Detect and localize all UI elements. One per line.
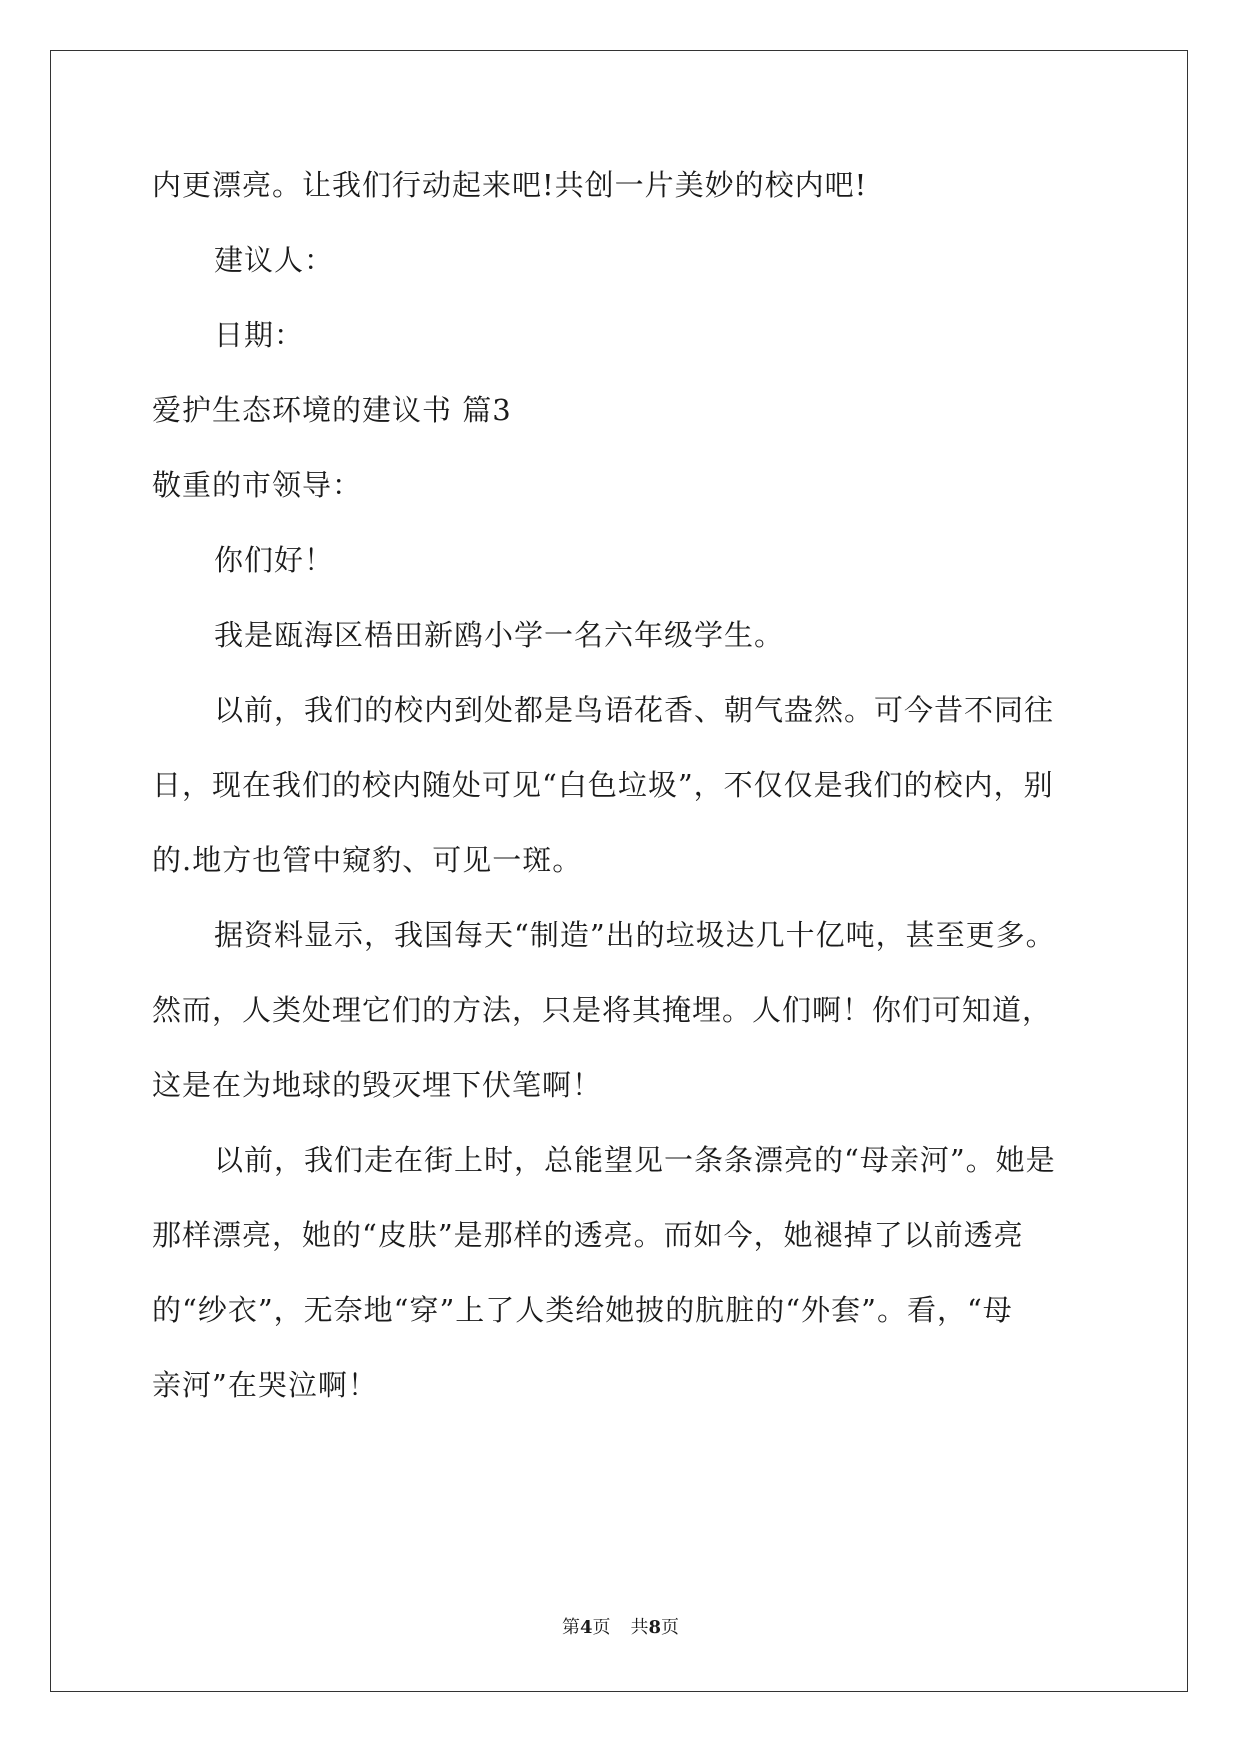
page-footer — [0, 1613, 1241, 1639]
text-line-10: 的.地方也管中窥豹、可见一斑。 — [152, 843, 583, 877]
page-number: 4 — [579, 1617, 593, 1638]
total-prefix: 共 — [630, 1617, 649, 1638]
text-line-1: 内更漂亮。让我们行动起来吧!共创一片美妙的校内吧! — [152, 168, 868, 202]
text-line-9: 日，现在我们的校内随处可见“白色垃圾”，不仅仅是我们的校内，别 — [152, 768, 1054, 802]
page-prefix: 第 — [561, 1617, 580, 1638]
total-pages: 8 — [648, 1617, 662, 1638]
section-heading: 爱护生态环境的建议书 篇3 — [152, 393, 512, 427]
text-line-16: 的“纱衣”，无奈地“穿”上了人类给她披的肮脏的“外套”。看，“母 — [152, 1293, 1013, 1327]
page-suffix: 页 — [592, 1617, 611, 1638]
text-line-15: 那样漂亮，她的“皮肤”是那样的透亮。而如今，她褪掉了以前透亮 — [152, 1218, 1024, 1252]
salutation: 敬重的市领导： — [152, 468, 363, 502]
text-line-13: 这是在为地球的毁灭埋下伏笔啊！ — [152, 1068, 603, 1102]
text-line-11: 据资料显示，我国每天“制造”出的垃圾达几十亿吨，甚至更多。 — [214, 918, 1056, 952]
text-line-14: 以前，我们走在街上时，总能望见一条条漂亮的“母亲河”。她是 — [214, 1143, 1056, 1177]
text-line-6: 你们好！ — [214, 543, 335, 577]
text-line-12: 然而，人类处理它们的方法，只是将其掩埋。人们啊！你们可知道， — [152, 993, 1053, 1027]
text-line-7: 我是瓯海区梧田新鸥小学一名六年级学生。 — [214, 618, 785, 652]
text-line-8: 以前，我们的校内到处都是鸟语花香、朝气盎然。可今昔不同往 — [214, 693, 1055, 727]
total-suffix: 页 — [661, 1617, 680, 1638]
text-line-3: 日期： — [214, 318, 305, 352]
text-line-2: 建议人： — [214, 243, 335, 277]
text-line-17: 亲河”在哭泣啊！ — [152, 1368, 378, 1402]
